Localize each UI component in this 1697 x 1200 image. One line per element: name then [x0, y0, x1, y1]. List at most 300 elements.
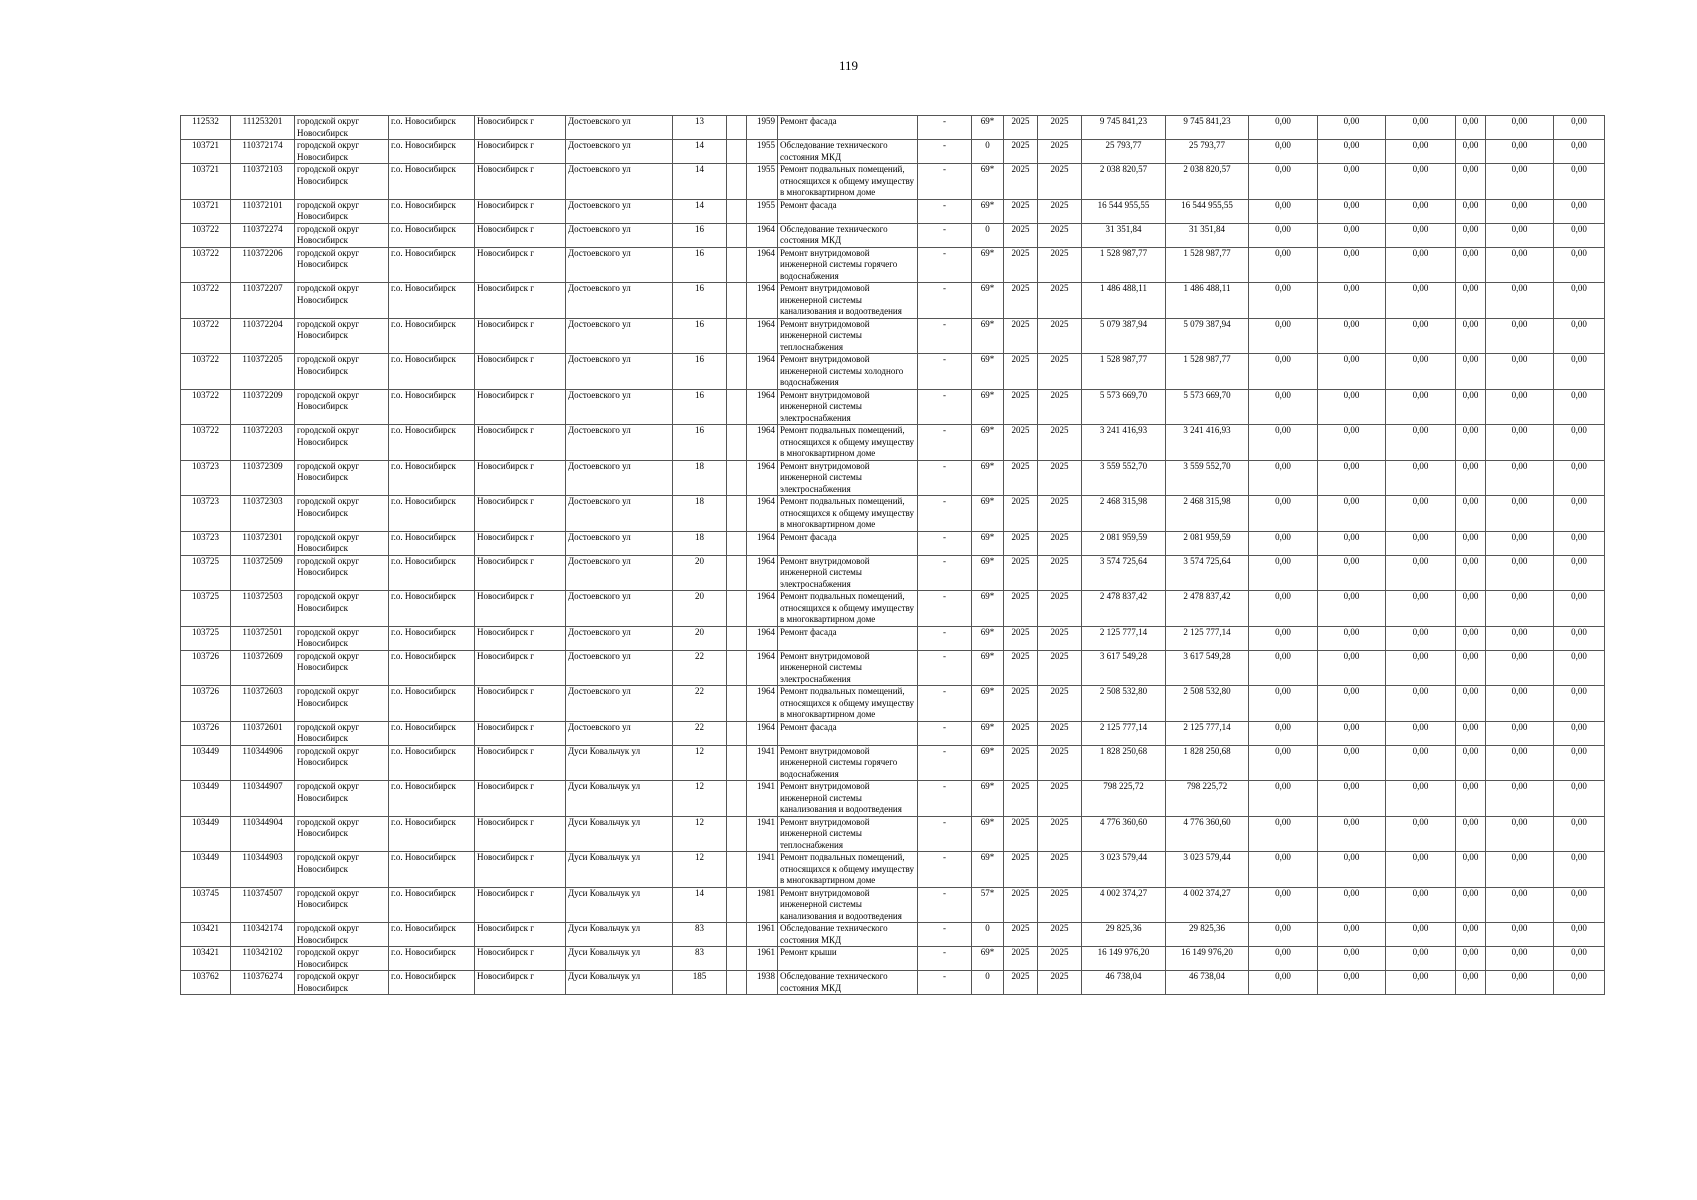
cell-work-id: 110372103 — [231, 164, 295, 200]
cell-cost-federal: 0,00 — [1249, 852, 1318, 888]
cell-cost-total: 3 023 579,44 — [1082, 852, 1166, 888]
cell-city: Новосибирск г — [475, 164, 566, 200]
cell-cost-local: 0,00 — [1386, 816, 1456, 852]
cell-cost-federal: 0,00 — [1249, 116, 1318, 140]
cell-year-start: 2025 — [1004, 247, 1038, 283]
cell-cost-extra: 0,00 — [1554, 781, 1605, 817]
cell-placeholder: - — [918, 247, 972, 283]
cell-year-start: 2025 — [1004, 923, 1038, 947]
cell-wear: 69* — [972, 745, 1004, 781]
cell-wear: 69* — [972, 816, 1004, 852]
cell-house-number: 16 — [673, 425, 727, 461]
cell-municipality: городской округ Новосибирск — [295, 971, 389, 995]
cell-placeholder: - — [918, 199, 972, 223]
cell-house-number: 185 — [673, 971, 727, 995]
cell-year-start: 2025 — [1004, 164, 1038, 200]
cell-house-id: 103722 — [181, 318, 231, 354]
cell-street: Достоевского ул — [566, 247, 673, 283]
cell-cost-total: 4 002 374,27 — [1082, 887, 1166, 923]
cell-house-number: 20 — [673, 555, 727, 591]
cell-work-type: Ремонт фасада — [778, 199, 918, 223]
cell-year-start: 2025 — [1004, 947, 1038, 971]
cell-cost-owners: 0,00 — [1456, 971, 1486, 995]
cell-house-id: 103745 — [181, 887, 231, 923]
cell-cost-federal: 0,00 — [1249, 496, 1318, 532]
cell-cost-owners: 0,00 — [1456, 852, 1486, 888]
cell-placeholder: - — [918, 947, 972, 971]
cell-cost-federal: 0,00 — [1249, 223, 1318, 247]
cell-cost-fund: 3 023 579,44 — [1166, 852, 1249, 888]
cell-cost-fund: 798 225,72 — [1166, 781, 1249, 817]
cell-building — [727, 816, 747, 852]
cell-street: Дуси Ковальчук ул — [566, 781, 673, 817]
cell-wear: 69* — [972, 555, 1004, 591]
cell-work-type: Ремонт подвальных помещений, относящихся к общему имуществу в многоквартирном доме — [778, 425, 918, 461]
cell-cost-owners: 0,00 — [1456, 781, 1486, 817]
cell-cost-local: 0,00 — [1386, 283, 1456, 319]
cell-work-type: Ремонт фасада — [778, 626, 918, 650]
cell-municipality: городской округ Новосибирск — [295, 626, 389, 650]
cell-work-id: 110372207 — [231, 283, 295, 319]
cell-house-number: 16 — [673, 318, 727, 354]
cell-year-end: 2025 — [1038, 223, 1082, 247]
cell-city: Новосибирск г — [475, 721, 566, 745]
cell-house-number: 12 — [673, 852, 727, 888]
cell-cost-fund: 1 486 488,11 — [1166, 283, 1249, 319]
cell-cost-total: 1 528 987,77 — [1082, 247, 1166, 283]
cell-city: Новосибирск г — [475, 283, 566, 319]
cell-placeholder: - — [918, 140, 972, 164]
cell-district: г.о. Новосибирск — [389, 354, 475, 390]
cell-work-type: Обследование технического состояния МКД — [778, 223, 918, 247]
cell-cost-other: 0,00 — [1486, 887, 1554, 923]
cell-district: г.о. Новосибирск — [389, 852, 475, 888]
cell-work-id: 110372309 — [231, 460, 295, 496]
cell-district: г.о. Новосибирск — [389, 887, 475, 923]
cell-cost-regional: 0,00 — [1318, 923, 1386, 947]
cell-house-number: 14 — [673, 164, 727, 200]
cell-year-end: 2025 — [1038, 745, 1082, 781]
cell-year-end: 2025 — [1038, 626, 1082, 650]
table-row — [181, 745, 1605, 781]
cell-district: г.о. Новосибирск — [389, 389, 475, 425]
cell-cost-other: 0,00 — [1486, 318, 1554, 354]
cell-work-type: Ремонт внутридомовой инженерной системы горячего водоснабжения — [778, 745, 918, 781]
cell-cost-federal: 0,00 — [1249, 816, 1318, 852]
table-row — [181, 887, 1605, 923]
cell-year-start: 2025 — [1004, 116, 1038, 140]
cell-year-end: 2025 — [1038, 781, 1082, 817]
cell-work-type: Ремонт подвальных помещений, относящихся к общему имуществу в многоквартирном доме — [778, 164, 918, 200]
cell-work-type: Ремонт внутридомовой инженерной системы горячего водоснабжения — [778, 247, 918, 283]
cell-placeholder: - — [918, 389, 972, 425]
cell-municipality: городской округ Новосибирск — [295, 531, 389, 555]
cell-municipality: городской округ Новосибирск — [295, 816, 389, 852]
cell-cost-local: 0,00 — [1386, 389, 1456, 425]
cell-house-number: 16 — [673, 354, 727, 390]
cell-house-id: 103449 — [181, 852, 231, 888]
cell-year-end: 2025 — [1038, 199, 1082, 223]
cell-cost-regional: 0,00 — [1318, 626, 1386, 650]
cell-cost-owners: 0,00 — [1456, 460, 1486, 496]
cell-cost-extra: 0,00 — [1554, 745, 1605, 781]
cell-district: г.о. Новосибирск — [389, 425, 475, 461]
cell-wear: 69* — [972, 626, 1004, 650]
cell-year-built: 1981 — [747, 887, 778, 923]
cell-house-id: 103449 — [181, 781, 231, 817]
cell-year-end: 2025 — [1038, 318, 1082, 354]
cell-cost-owners: 0,00 — [1456, 887, 1486, 923]
cell-cost-owners: 0,00 — [1456, 591, 1486, 627]
cell-wear: 0 — [972, 223, 1004, 247]
cell-cost-regional: 0,00 — [1318, 650, 1386, 686]
cell-cost-total: 3 574 725,64 — [1082, 555, 1166, 591]
cell-municipality: городской округ Новосибирск — [295, 923, 389, 947]
table-row — [181, 460, 1605, 496]
cell-cost-total: 2 508 532,80 — [1082, 686, 1166, 722]
cell-house-id: 103723 — [181, 496, 231, 532]
cell-city: Новосибирск г — [475, 199, 566, 223]
cell-cost-fund: 2 508 532,80 — [1166, 686, 1249, 722]
table-row — [181, 923, 1605, 947]
cell-wear: 69* — [972, 531, 1004, 555]
cell-wear: 69* — [972, 460, 1004, 496]
cell-cost-fund: 16 149 976,20 — [1166, 947, 1249, 971]
cell-cost-regional: 0,00 — [1318, 425, 1386, 461]
cell-year-start: 2025 — [1004, 389, 1038, 425]
cell-year-start: 2025 — [1004, 496, 1038, 532]
cell-cost-other: 0,00 — [1486, 686, 1554, 722]
cell-cost-fund: 3 574 725,64 — [1166, 555, 1249, 591]
cell-building — [727, 116, 747, 140]
cell-year-end: 2025 — [1038, 923, 1082, 947]
cell-year-built: 1964 — [747, 721, 778, 745]
cell-year-start: 2025 — [1004, 199, 1038, 223]
cell-year-built: 1964 — [747, 223, 778, 247]
cell-work-id: 110344903 — [231, 852, 295, 888]
cell-year-start: 2025 — [1004, 425, 1038, 461]
cell-cost-owners: 0,00 — [1456, 247, 1486, 283]
cell-wear: 69* — [972, 425, 1004, 461]
cell-building — [727, 887, 747, 923]
cell-cost-fund: 3 617 549,28 — [1166, 650, 1249, 686]
cell-wear: 69* — [972, 781, 1004, 817]
cell-city: Новосибирск г — [475, 971, 566, 995]
cell-cost-owners: 0,00 — [1456, 923, 1486, 947]
cell-building — [727, 781, 747, 817]
cell-cost-fund: 4 776 360,60 — [1166, 816, 1249, 852]
cell-municipality: городской округ Новосибирск — [295, 318, 389, 354]
cell-building — [727, 947, 747, 971]
cell-cost-extra: 0,00 — [1554, 947, 1605, 971]
cell-cost-owners: 0,00 — [1456, 496, 1486, 532]
cell-wear: 69* — [972, 721, 1004, 745]
cell-cost-total: 25 793,77 — [1082, 140, 1166, 164]
cell-year-end: 2025 — [1038, 971, 1082, 995]
cell-work-id: 110344906 — [231, 745, 295, 781]
cell-district: г.о. Новосибирск — [389, 816, 475, 852]
cell-work-id: 110372509 — [231, 555, 295, 591]
cell-municipality: городской округ Новосибирск — [295, 947, 389, 971]
cell-house-number: 12 — [673, 781, 727, 817]
cell-cost-federal: 0,00 — [1249, 745, 1318, 781]
cell-cost-local: 0,00 — [1386, 116, 1456, 140]
cell-city: Новосибирск г — [475, 745, 566, 781]
table-row — [181, 116, 1605, 140]
cell-cost-extra: 0,00 — [1554, 721, 1605, 745]
table-row — [181, 947, 1605, 971]
cell-year-start: 2025 — [1004, 460, 1038, 496]
cell-cost-total: 5 079 387,94 — [1082, 318, 1166, 354]
cell-year-start: 2025 — [1004, 555, 1038, 591]
cell-city: Новосибирск г — [475, 555, 566, 591]
cell-year-start: 2025 — [1004, 140, 1038, 164]
cell-street: Достоевского ул — [566, 555, 673, 591]
cell-cost-other: 0,00 — [1486, 555, 1554, 591]
cell-cost-regional: 0,00 — [1318, 389, 1386, 425]
cell-work-id: 110342174 — [231, 923, 295, 947]
registry-table — [180, 115, 1605, 995]
cell-cost-local: 0,00 — [1386, 318, 1456, 354]
cell-municipality: городской округ Новосибирск — [295, 283, 389, 319]
cell-municipality: городской округ Новосибирск — [295, 591, 389, 627]
cell-work-type: Обследование технического состояния МКД — [778, 923, 918, 947]
cell-year-built: 1959 — [747, 116, 778, 140]
cell-placeholder: - — [918, 591, 972, 627]
cell-year-end: 2025 — [1038, 354, 1082, 390]
cell-cost-fund: 5 079 387,94 — [1166, 318, 1249, 354]
cell-cost-regional: 0,00 — [1318, 354, 1386, 390]
cell-building — [727, 555, 747, 591]
cell-cost-total: 3 617 549,28 — [1082, 650, 1166, 686]
cell-cost-owners: 0,00 — [1456, 650, 1486, 686]
cell-cost-local: 0,00 — [1386, 591, 1456, 627]
cell-wear: 0 — [972, 140, 1004, 164]
cell-municipality: городской округ Новосибирск — [295, 650, 389, 686]
cell-cost-other: 0,00 — [1486, 745, 1554, 781]
cell-cost-federal: 0,00 — [1249, 247, 1318, 283]
cell-municipality: городской округ Новосибирск — [295, 354, 389, 390]
cell-cost-total: 1 486 488,11 — [1082, 283, 1166, 319]
cell-cost-regional: 0,00 — [1318, 686, 1386, 722]
cell-cost-extra: 0,00 — [1554, 650, 1605, 686]
cell-cost-fund: 29 825,36 — [1166, 923, 1249, 947]
cell-cost-federal: 0,00 — [1249, 591, 1318, 627]
cell-cost-owners: 0,00 — [1456, 199, 1486, 223]
cell-cost-extra: 0,00 — [1554, 223, 1605, 247]
cell-district: г.о. Новосибирск — [389, 745, 475, 781]
cell-placeholder: - — [918, 650, 972, 686]
cell-wear: 0 — [972, 923, 1004, 947]
cell-year-built: 1938 — [747, 971, 778, 995]
cell-year-built: 1964 — [747, 389, 778, 425]
cell-cost-extra: 0,00 — [1554, 852, 1605, 888]
cell-house-number: 13 — [673, 116, 727, 140]
cell-placeholder: - — [918, 923, 972, 947]
cell-street: Дуси Ковальчук ул — [566, 971, 673, 995]
table-row — [181, 354, 1605, 390]
cell-street: Достоевского ул — [566, 686, 673, 722]
cell-cost-extra: 0,00 — [1554, 247, 1605, 283]
cell-year-start: 2025 — [1004, 283, 1038, 319]
cell-year-built: 1964 — [747, 425, 778, 461]
cell-house-id: 103722 — [181, 223, 231, 247]
cell-cost-other: 0,00 — [1486, 721, 1554, 745]
cell-cost-owners: 0,00 — [1456, 223, 1486, 247]
cell-house-number: 18 — [673, 460, 727, 496]
cell-city: Новосибирск г — [475, 460, 566, 496]
table-row — [181, 555, 1605, 591]
cell-street: Достоевского ул — [566, 626, 673, 650]
cell-city: Новосибирск г — [475, 247, 566, 283]
cell-cost-extra: 0,00 — [1554, 425, 1605, 461]
cell-municipality: городской округ Новосибирск — [295, 745, 389, 781]
cell-cost-extra: 0,00 — [1554, 318, 1605, 354]
cell-street: Достоевского ул — [566, 318, 673, 354]
cell-building — [727, 626, 747, 650]
cell-placeholder: - — [918, 721, 972, 745]
table-row — [181, 781, 1605, 817]
cell-street: Достоевского ул — [566, 283, 673, 319]
cell-street: Достоевского ул — [566, 389, 673, 425]
cell-year-start: 2025 — [1004, 745, 1038, 781]
cell-wear: 69* — [972, 199, 1004, 223]
cell-year-built: 1964 — [747, 531, 778, 555]
cell-cost-other: 0,00 — [1486, 971, 1554, 995]
cell-work-type: Ремонт фасада — [778, 721, 918, 745]
cell-cost-total: 2 478 837,42 — [1082, 591, 1166, 627]
cell-cost-owners: 0,00 — [1456, 354, 1486, 390]
cell-house-number: 16 — [673, 389, 727, 425]
cell-house-id: 103721 — [181, 164, 231, 200]
cell-year-built: 1964 — [747, 626, 778, 650]
cell-building — [727, 140, 747, 164]
cell-work-id: 110372203 — [231, 425, 295, 461]
cell-cost-other: 0,00 — [1486, 140, 1554, 164]
cell-district: г.о. Новосибирск — [389, 781, 475, 817]
cell-district: г.о. Новосибирск — [389, 591, 475, 627]
cell-house-number: 16 — [673, 283, 727, 319]
cell-building — [727, 686, 747, 722]
cell-placeholder: - — [918, 971, 972, 995]
cell-year-start: 2025 — [1004, 971, 1038, 995]
cell-cost-fund: 1 528 987,77 — [1166, 354, 1249, 390]
cell-work-id: 110372174 — [231, 140, 295, 164]
cell-wear: 69* — [972, 496, 1004, 532]
cell-cost-federal: 0,00 — [1249, 140, 1318, 164]
cell-house-number: 83 — [673, 947, 727, 971]
cell-cost-fund: 1 528 987,77 — [1166, 247, 1249, 283]
cell-cost-local: 0,00 — [1386, 947, 1456, 971]
cell-cost-regional: 0,00 — [1318, 460, 1386, 496]
cell-house-id: 103722 — [181, 247, 231, 283]
cell-municipality: городской округ Новосибирск — [295, 555, 389, 591]
cell-building — [727, 164, 747, 200]
cell-city: Новосибирск г — [475, 496, 566, 532]
cell-house-id: 103449 — [181, 816, 231, 852]
cell-city: Новосибирск г — [475, 650, 566, 686]
cell-wear: 69* — [972, 852, 1004, 888]
cell-year-start: 2025 — [1004, 686, 1038, 722]
cell-placeholder: - — [918, 816, 972, 852]
cell-year-built: 1964 — [747, 247, 778, 283]
cell-placeholder: - — [918, 496, 972, 532]
cell-municipality: городской округ Новосибирск — [295, 425, 389, 461]
cell-cost-owners: 0,00 — [1456, 164, 1486, 200]
cell-cost-extra: 0,00 — [1554, 531, 1605, 555]
cell-cost-fund: 3 559 552,70 — [1166, 460, 1249, 496]
cell-cost-other: 0,00 — [1486, 116, 1554, 140]
cell-cost-regional: 0,00 — [1318, 140, 1386, 164]
cell-cost-local: 0,00 — [1386, 745, 1456, 781]
table-row — [181, 591, 1605, 627]
cell-cost-other: 0,00 — [1486, 650, 1554, 686]
cell-district: г.о. Новосибирск — [389, 164, 475, 200]
cell-municipality: городской округ Новосибирск — [295, 721, 389, 745]
cell-cost-local: 0,00 — [1386, 164, 1456, 200]
cell-cost-other: 0,00 — [1486, 852, 1554, 888]
cell-municipality: городской округ Новосибирск — [295, 116, 389, 140]
cell-house-id: 103421 — [181, 947, 231, 971]
cell-placeholder: - — [918, 425, 972, 461]
cell-cost-local: 0,00 — [1386, 971, 1456, 995]
cell-cost-owners: 0,00 — [1456, 425, 1486, 461]
cell-cost-extra: 0,00 — [1554, 923, 1605, 947]
cell-year-end: 2025 — [1038, 247, 1082, 283]
cell-house-id: 103726 — [181, 650, 231, 686]
cell-cost-regional: 0,00 — [1318, 199, 1386, 223]
cell-cost-total: 46 738,04 — [1082, 971, 1166, 995]
cell-municipality: городской округ Новосибирск — [295, 686, 389, 722]
cell-cost-federal: 0,00 — [1249, 947, 1318, 971]
cell-house-number: 16 — [673, 247, 727, 283]
cell-cost-fund: 3 241 416,93 — [1166, 425, 1249, 461]
cell-cost-other: 0,00 — [1486, 223, 1554, 247]
table-row — [181, 816, 1605, 852]
cell-building — [727, 531, 747, 555]
cell-year-end: 2025 — [1038, 947, 1082, 971]
cell-cost-extra: 0,00 — [1554, 140, 1605, 164]
cell-year-start: 2025 — [1004, 626, 1038, 650]
cell-cost-total: 5 573 669,70 — [1082, 389, 1166, 425]
cell-cost-other: 0,00 — [1486, 425, 1554, 461]
cell-year-end: 2025 — [1038, 164, 1082, 200]
cell-year-start: 2025 — [1004, 223, 1038, 247]
cell-cost-federal: 0,00 — [1249, 971, 1318, 995]
cell-district: г.о. Новосибирск — [389, 283, 475, 319]
cell-house-number: 14 — [673, 199, 727, 223]
cell-year-end: 2025 — [1038, 140, 1082, 164]
cell-cost-federal: 0,00 — [1249, 460, 1318, 496]
cell-cost-other: 0,00 — [1486, 496, 1554, 532]
cell-city: Новосибирск г — [475, 354, 566, 390]
cell-building — [727, 650, 747, 686]
cell-municipality: городской округ Новосибирск — [295, 199, 389, 223]
cell-cost-owners: 0,00 — [1456, 140, 1486, 164]
cell-year-start: 2025 — [1004, 531, 1038, 555]
cell-cost-extra: 0,00 — [1554, 460, 1605, 496]
cell-work-id: 110372206 — [231, 247, 295, 283]
cell-work-type: Ремонт внутридомовой инженерной системы электроснабжения — [778, 389, 918, 425]
cell-street: Достоевского ул — [566, 425, 673, 461]
cell-work-id: 110372503 — [231, 591, 295, 627]
table-row — [181, 199, 1605, 223]
cell-work-type: Обследование технического состояния МКД — [778, 140, 918, 164]
cell-cost-federal: 0,00 — [1249, 721, 1318, 745]
cell-district: г.о. Новосибирск — [389, 460, 475, 496]
table-row — [181, 283, 1605, 319]
cell-cost-owners: 0,00 — [1456, 318, 1486, 354]
